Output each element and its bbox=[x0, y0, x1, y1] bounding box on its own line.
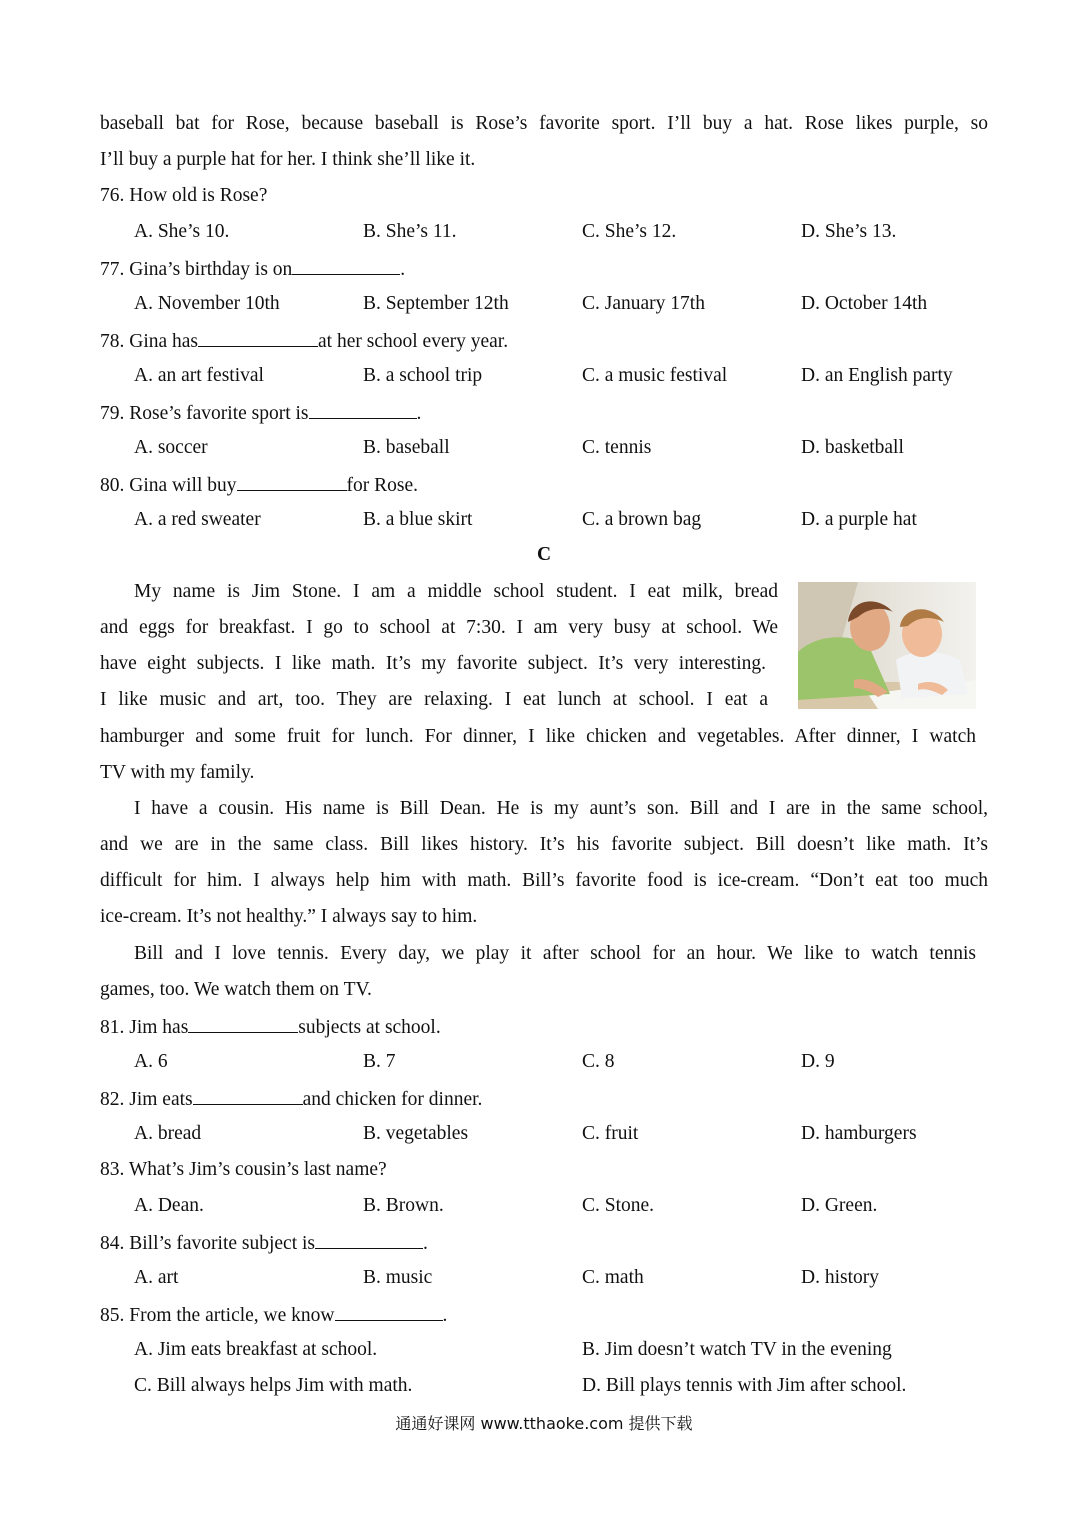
section-heading-c: C bbox=[536, 544, 552, 565]
q84-stem-text: 84. Bill’s favorite subject is bbox=[100, 1233, 316, 1254]
question-84-stem bbox=[100, 1230, 428, 1256]
q80-stem-end: for Rose. bbox=[346, 475, 418, 496]
passage-c-line-3: have eight subjects. I like math. It’s my favorite subject. It’s very interesting. bbox=[100, 653, 766, 674]
q77-answer-blank bbox=[292, 256, 400, 275]
question-79-stem bbox=[100, 400, 421, 426]
passage-c-line-10: ice-cream. It’s not healthy.” I always say to him. bbox=[100, 906, 478, 927]
q84-option-b: B. music bbox=[363, 1267, 433, 1288]
q77-option-d: D. October 14th bbox=[801, 293, 928, 314]
q78-option-d: D. an English party bbox=[801, 365, 953, 386]
q81-stem-text: 81. Jim has bbox=[100, 1017, 189, 1038]
q82-answer-blank bbox=[193, 1086, 303, 1105]
question-77-stem bbox=[100, 256, 405, 282]
q77-stem-end: . bbox=[400, 259, 406, 280]
q78-answer-blank bbox=[198, 328, 318, 347]
passage-c-line-6: TV with my family. bbox=[100, 762, 255, 783]
passage-c-line-5: hamburger and some fruit for lunch. For dinner, I like chicken and vegetables. After dinner, I watch bbox=[100, 726, 976, 747]
q76-option-d: D. She’s 13. bbox=[801, 221, 897, 242]
q80-option-d: D. a purple hat bbox=[801, 509, 917, 530]
passage-c-line-9: difficult for him. I always help him with math. Bill’s favorite food is ice-cream. “Don’t eat too much bbox=[100, 870, 988, 891]
q80-option-c: C. a brown bag bbox=[582, 509, 702, 530]
q78-option-b: B. a school trip bbox=[363, 365, 483, 386]
q81-option-b: B. 7 bbox=[363, 1051, 396, 1072]
passage-c-line-11: Bill and I love tennis. Every day, we play it after school for an hour. We like to watch tennis bbox=[134, 943, 976, 964]
q81-option-c: C. 8 bbox=[582, 1051, 615, 1072]
boys-studying-photo bbox=[798, 582, 976, 709]
passage-c-line-2: and eggs for breakfast. I go to school at 7:30. I am very busy at school. We bbox=[100, 617, 778, 638]
passage-b-line-1: baseball bat for Rose, because baseball is Rose’s favorite sport. I’ll buy a hat. Rose likes purple, so bbox=[100, 113, 988, 134]
passage-c-line-7: I have a cousin. His name is Bill Dean. He is my aunt’s son. Bill and I are in the same school, bbox=[134, 798, 988, 819]
q76-option-c: C. She’s 12. bbox=[582, 221, 677, 242]
q77-option-a: A. November 10th bbox=[134, 293, 280, 314]
q78-stem-text: 78. Gina has bbox=[100, 331, 199, 352]
q82-option-c: C. fruit bbox=[582, 1123, 639, 1144]
q81-answer-blank bbox=[188, 1014, 298, 1033]
q77-option-b: B. September 12th bbox=[363, 293, 509, 314]
q85-option-c: C. Bill always helps Jim with math. bbox=[134, 1375, 413, 1396]
q85-stem-text: 85. From the article, we know bbox=[100, 1305, 335, 1326]
q82-option-d: D. hamburgers bbox=[801, 1123, 917, 1144]
q79-stem-text: 79. Rose’s favorite sport is bbox=[100, 403, 309, 424]
page-footer: 通通好课网 www.tthaoke.com 提供下载 bbox=[395, 1414, 693, 1433]
q82-option-a: A. bread bbox=[134, 1123, 202, 1144]
q79-stem-end: . bbox=[416, 403, 422, 424]
q84-stem-end: . bbox=[423, 1233, 428, 1254]
q79-option-a: A. soccer bbox=[134, 437, 208, 458]
q80-stem-text: 80. Gina will buy bbox=[100, 475, 237, 496]
q80-option-b: B. a blue skirt bbox=[363, 509, 473, 530]
passage-c-line-12: games, too. We watch them on TV. bbox=[100, 979, 372, 1000]
q77-option-c: C. January 17th bbox=[582, 293, 705, 314]
q80-option-a: A. a red sweater bbox=[134, 509, 261, 530]
question-78-stem bbox=[100, 328, 508, 354]
q84-option-c: C. math bbox=[582, 1267, 644, 1288]
q80-answer-blank bbox=[237, 472, 347, 491]
q83-option-d: D. Green. bbox=[801, 1195, 878, 1216]
q83-option-a: A. Dean. bbox=[134, 1195, 204, 1216]
q85-option-d: D. Bill plays tennis with Jim after school. bbox=[582, 1375, 907, 1396]
q79-option-c: C. tennis bbox=[582, 437, 652, 458]
passage-c-line-8: and we are in the same class. Bill likes history. It’s his favorite subject. Bill doesn’t like math. It’s bbox=[100, 834, 988, 855]
q76-option-b: B. She’s 11. bbox=[363, 221, 457, 242]
q78-stem-end: at her school every year. bbox=[318, 331, 509, 352]
q79-option-b: B. baseball bbox=[363, 437, 450, 458]
q84-answer-blank bbox=[315, 1230, 423, 1249]
q84-option-a: A. art bbox=[134, 1267, 179, 1288]
q78-option-c: C. a music festival bbox=[582, 365, 728, 386]
q83-option-b: B. Brown. bbox=[363, 1195, 444, 1216]
q83-option-c: C. Stone. bbox=[582, 1195, 655, 1216]
q84-option-d: D. history bbox=[801, 1267, 879, 1288]
q81-stem-end: subjects at school. bbox=[298, 1017, 441, 1038]
question-81-stem bbox=[100, 1014, 441, 1040]
question-83-stem: 83. What’s Jim’s cousin’s last name? bbox=[100, 1159, 387, 1180]
q85-option-b: B. Jim doesn’t watch TV in the evening bbox=[582, 1339, 892, 1360]
q78-option-a: A. an art festival bbox=[134, 365, 264, 386]
q79-answer-blank bbox=[309, 400, 417, 419]
q77-stem-text: 77. Gina’s birthday is on bbox=[100, 259, 293, 280]
question-76-stem: 76. How old is Rose? bbox=[100, 185, 268, 206]
q85-option-a: A. Jim eats breakfast at school. bbox=[134, 1339, 378, 1360]
q81-option-d: D. 9 bbox=[801, 1051, 835, 1072]
q81-option-a: A. 6 bbox=[134, 1051, 168, 1072]
question-80-stem bbox=[100, 472, 418, 498]
q82-stem-text: 82. Jim eats bbox=[100, 1089, 193, 1110]
q82-stem-end: and chicken for dinner. bbox=[302, 1089, 483, 1110]
passage-c-line-1: My name is Jim Stone. I am a middle school student. I eat milk, bread bbox=[134, 581, 778, 602]
q85-stem-end: . bbox=[442, 1305, 448, 1326]
question-82-stem bbox=[100, 1086, 482, 1112]
q85-answer-blank bbox=[335, 1302, 443, 1321]
q76-option-a: A. She’s 10. bbox=[134, 221, 230, 242]
question-85-stem bbox=[100, 1302, 447, 1328]
q82-option-b: B. vegetables bbox=[363, 1123, 469, 1144]
passage-c-line-4: I like music and art, too. They are relaxing. I eat lunch at school. I eat a bbox=[100, 689, 768, 710]
passage-b-line-2: I’ll buy a purple hat for her. I think she’ll like it. bbox=[100, 149, 476, 170]
q79-option-d: D. basketball bbox=[801, 437, 904, 458]
